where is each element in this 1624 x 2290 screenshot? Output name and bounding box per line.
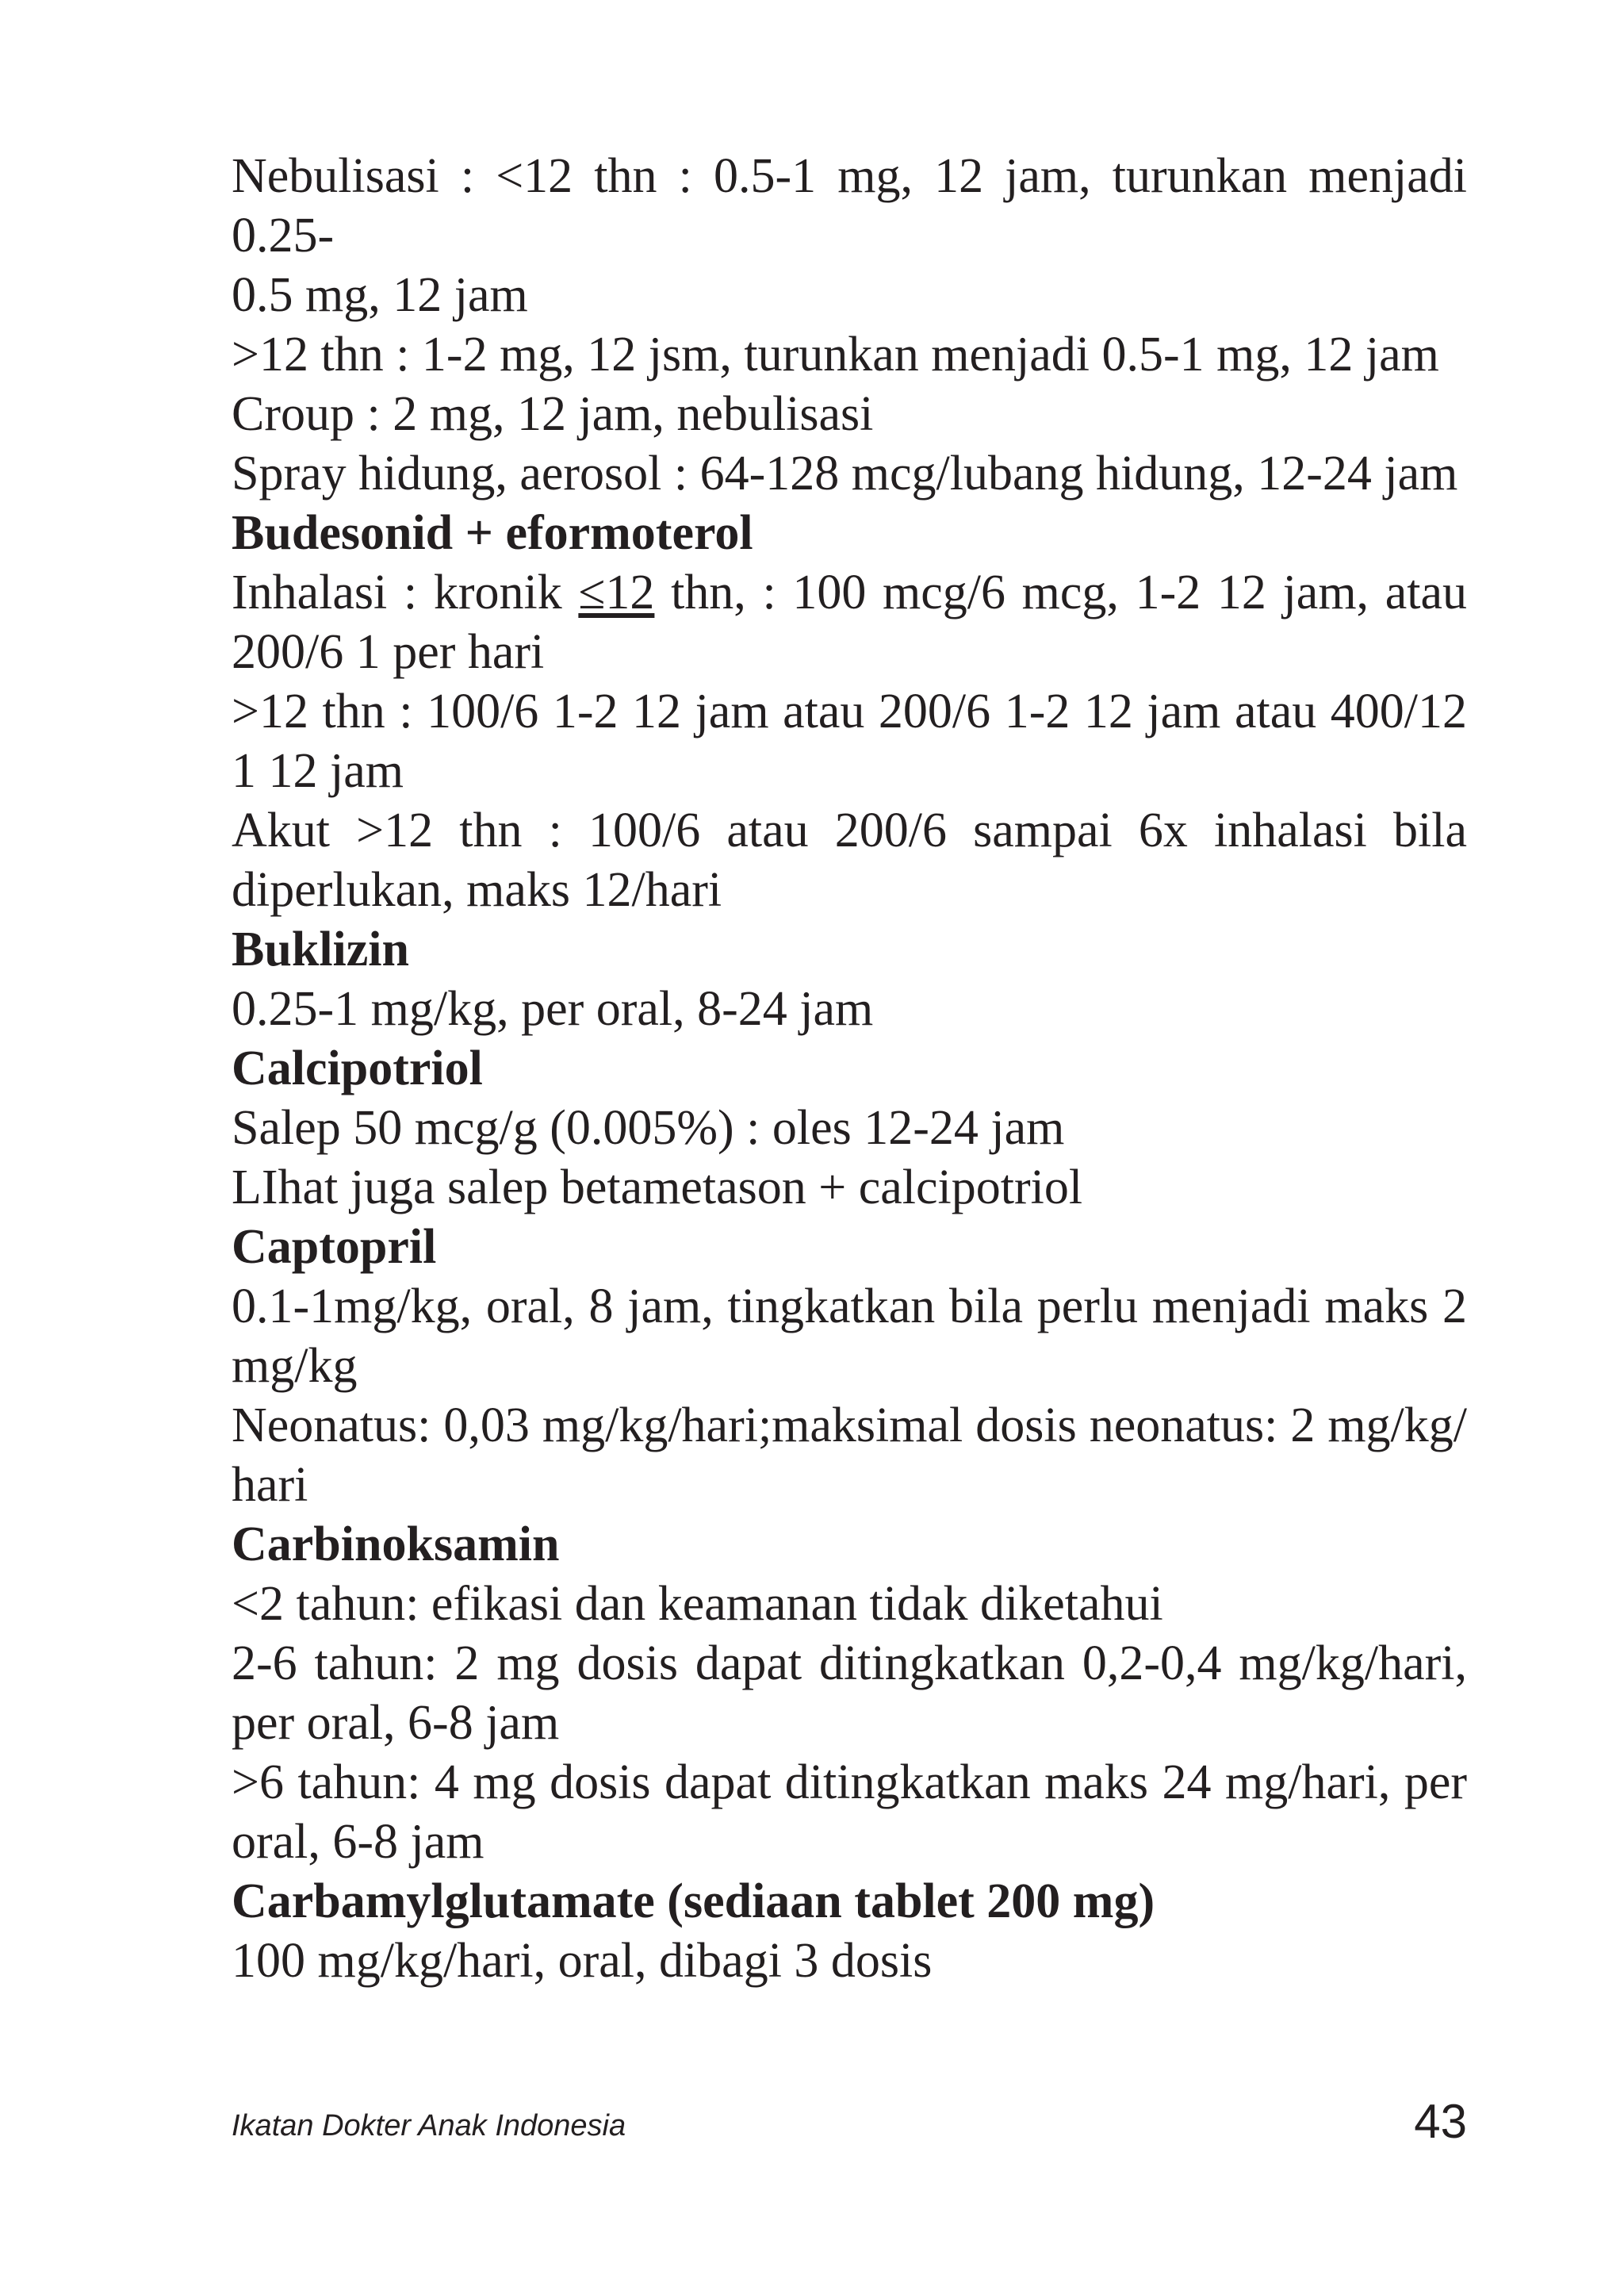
drug-entry: [232, 920, 1467, 1039]
dosage-line: Spray hidung, aerosol : 64-128 mcg/lubang hidung, 12-24 jam: [232, 447, 1458, 501]
drug-entry: [232, 1872, 1467, 1991]
dosage-line: 1 12 jam: [232, 744, 404, 798]
drug-entry: [232, 1218, 1467, 1515]
dosage-line: 0.1-1mg/kg, oral, 8 jam, tingkatkan bila perlu menjadi maks 2: [232, 1279, 1467, 1333]
dosage-text-rest: thn, : 100 mcg/6 mcg, 1-2 12 jam, atau: [654, 566, 1467, 619]
drug-entry: [232, 504, 1467, 920]
dosage-line: LIhat juga salep betametason + calcipotriol: [232, 1160, 1083, 1214]
dosage-line: Neonatus: 0,03 mg/kg/hari;maksimal dosis neonatus: 2 mg/kg/: [232, 1398, 1467, 1452]
drug-entry: [232, 1515, 1467, 1872]
less-equal-value: ≤12: [578, 566, 655, 619]
dosage-line: 200/6 1 per hari: [232, 625, 545, 679]
drug-heading: Carbinoksamin: [232, 1517, 560, 1571]
dosage-line: per oral, 6-8 jam: [232, 1696, 560, 1750]
dosage-line: Nebulisasi : <12 thn : 0.5-1 mg, 12 jam, turunkan menjadi 0.25-: [232, 149, 1467, 263]
page-number: 43: [1414, 2095, 1467, 2148]
page-footer: [232, 2094, 1467, 2158]
page-content: [232, 147, 1467, 1991]
dosage-line: 0.25-1 mg/kg, per oral, 8-24 jam: [232, 982, 874, 1036]
drug-heading: Budesonid + eformoterol: [232, 506, 753, 560]
footer-organization: Ikatan Dokter Anak Indonesia: [232, 2109, 626, 2142]
dosage-text: Inhalasi : kronik: [232, 566, 579, 619]
drug-heading: Buklizin: [232, 923, 409, 976]
drug-heading: Carbamylglutamate (sediaan tablet 200 mg): [232, 1874, 1155, 1928]
drug-heading: Calcipotriol: [232, 1041, 483, 1095]
dosage-line: 0.5 mg, 12 jam: [232, 268, 528, 322]
drug-entry: [232, 1039, 1467, 1218]
dosage-line: <2 tahun: efikasi dan keamanan tidak diketahui: [232, 1577, 1163, 1631]
dosage-line: Croup : 2 mg, 12 jam, nebulisasi: [232, 387, 874, 441]
dosage-line: mg/kg: [232, 1339, 358, 1393]
dosage-line: [232, 563, 1467, 623]
dosage-line: >12 thn : 1-2 mg, 12 jsm, turunkan menjadi 0.5-1 mg, 12 jam: [232, 328, 1439, 382]
dosage-line: >12 thn : 100/6 1-2 12 jam atau 200/6 1-2 12 jam atau 400/12: [232, 685, 1467, 738]
dosage-line: hari: [232, 1458, 308, 1512]
dosage-line: >6 tahun: 4 mg dosis dapat ditingkatkan maks 24 mg/hari, per: [232, 1755, 1467, 1809]
dosage-line: diperlukan, maks 12/hari: [232, 863, 722, 917]
dosage-line: 100 mg/kg/hari, oral, dibagi 3 dosis: [232, 1934, 933, 1988]
dosage-line: oral, 6-8 jam: [232, 1815, 485, 1869]
dosage-line: Akut >12 thn : 100/6 atau 200/6 sampai 6x inhalasi bila: [232, 804, 1467, 857]
drug-entry: [232, 147, 1467, 504]
dosage-line: Salep 50 mcg/g (0.005%) : oles 12-24 jam: [232, 1101, 1065, 1155]
drug-heading: Captopril: [232, 1220, 437, 1274]
dosage-line: 2-6 tahun: 2 mg dosis dapat ditingkatkan 0,2-0,4 mg/kg/hari,: [232, 1636, 1467, 1690]
